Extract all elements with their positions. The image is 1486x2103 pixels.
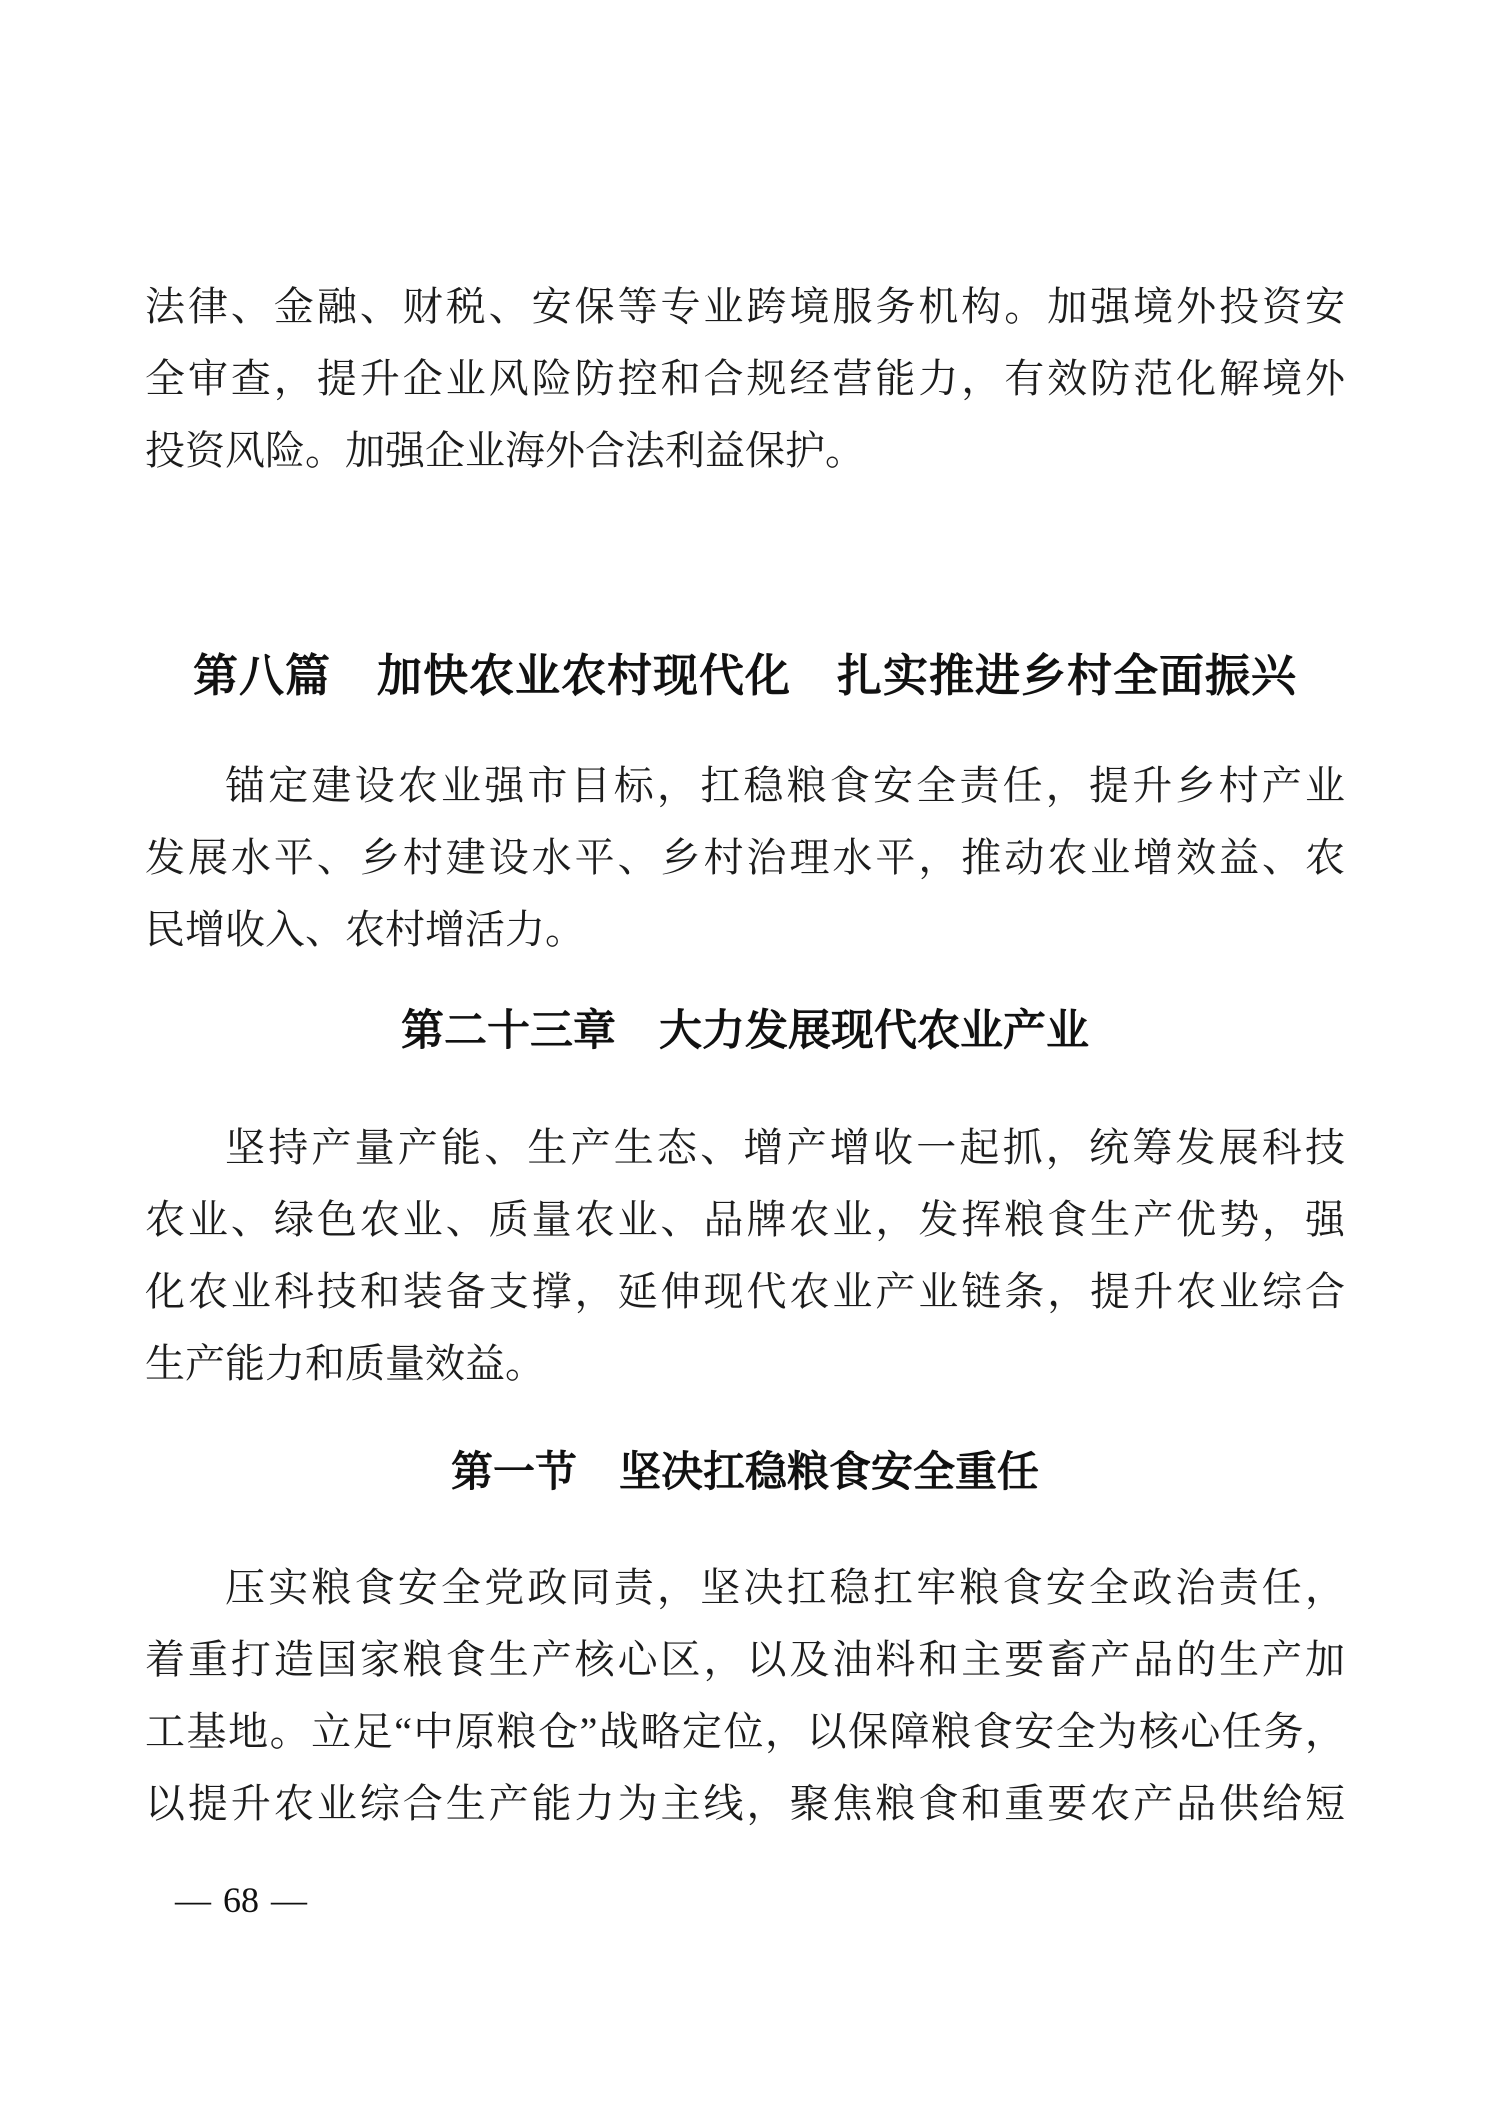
text-line: 着重打造国家粮食生产核心区，以及油料和主要畜产品的生产加 <box>145 1637 1345 1682</box>
paragraph-overseas-investment <box>145 271 1345 487</box>
text-line: 以提升农业综合生产能力为主线，聚焦粮食和重要农产品供给短 <box>145 1781 1345 1826</box>
heading-part-8: 第八篇 加快农业农村现代化 扎实推进乡村全面振兴 <box>192 650 1297 701</box>
text-line: 工基地。立足“中原粮仓”战略定位，以保障粮食安全为核心任务， <box>145 1709 1345 1754</box>
footer-dash-right: — <box>271 1880 307 1920</box>
paragraph-chapter23-intro <box>145 1112 1345 1400</box>
page-footer <box>145 1878 1345 1922</box>
text-line: 投资风险。加强企业海外合法利益保护。 <box>145 428 865 473</box>
text-line: 生产能力和质量效益。 <box>145 1341 545 1386</box>
text-line: 压实粮食安全党政同责，坚决扛稳扛牢粮食安全政治责任， <box>225 1565 1345 1610</box>
content-area <box>145 0 1345 1922</box>
text-line: 全审查，提升企业风险防控和合规经营能力，有效防范化解境外 <box>145 356 1345 401</box>
text-line: 发展水平、乡村建设水平、乡村治理水平，推动农业增效益、农 <box>145 835 1345 880</box>
heading-chapter-23: 第二十三章 大力发展现代农业产业 <box>401 1008 1089 1055</box>
text-line: 化农业科技和装备支撑，延伸现代农业产业链条，提升农业综合 <box>145 1269 1345 1314</box>
text-line: 农业、绿色农业、质量农业、品牌农业，发挥粮食生产优势，强 <box>145 1197 1345 1242</box>
text-line: 法律、金融、财税、安保等专业跨境服务机构。加强境外投资安 <box>145 284 1345 329</box>
paragraph-part8-intro <box>145 750 1345 966</box>
text-line: 坚持产量产能、生产生态、增产增收一起抓，统筹发展科技 <box>225 1125 1345 1170</box>
text-line: 锚定建设农业强市目标，扛稳粮食安全责任，提升乡村产业 <box>225 763 1345 808</box>
text-line: 民增收入、农村增活力。 <box>145 907 585 952</box>
paragraph-grain-security <box>145 1552 1345 1840</box>
heading-section-1: 第一节 坚决扛稳粮食安全重任 <box>450 1450 1039 1496</box>
page-number: 68 <box>223 1880 259 1920</box>
footer-dash-left: — <box>175 1880 211 1920</box>
